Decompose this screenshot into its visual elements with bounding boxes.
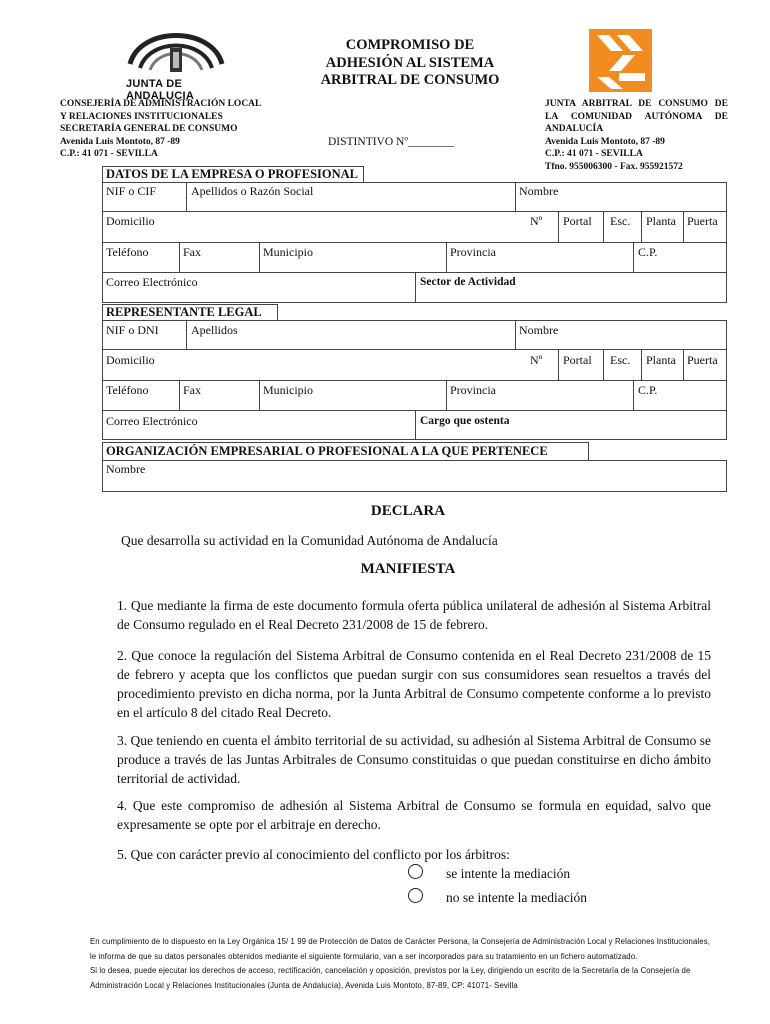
empresa-portal-field[interactable]: Portal (563, 214, 592, 228)
title-line-3: ARBITRAL DE CONSUMO (320, 72, 500, 88)
representante-provincia-field[interactable]: Provincia (450, 383, 496, 397)
mediacion-si-label: se intente la mediación (446, 866, 571, 881)
footer-line-3: Si lo desea, puede ejecutar los derechos de acceso, rectificación, cancelación y oposición, previstos por la Ley, dirigiendo un escrito de la Secretaría de la Consejería de (90, 966, 691, 975)
representante-esc-field[interactable]: Esc. (610, 353, 631, 367)
empresa-puerta-field[interactable]: Puerta (687, 214, 718, 228)
manifiesta-point-4: 4. Que este compromiso de adhesión al Sistema Arbitral de Consumo se formula en equidad, salvo que expresamente se opte por el arbitraje en derecho. (117, 798, 711, 832)
mediacion-no-radio[interactable] (408, 888, 423, 903)
representante-telefono-field[interactable]: Teléfono (106, 383, 149, 397)
consejeria-line-1: CONSEJERÍA DE ADMINISTRACIÓN LOCAL (60, 99, 262, 109)
title-line-1: COMPROMISO DE (345, 37, 475, 53)
organizacion-table (102, 460, 727, 492)
empresa-nombre-field[interactable]: Nombre (519, 184, 559, 198)
empresa-numero-field[interactable]: Nº (530, 214, 543, 228)
organizacion-section-title: ORGANIZACIÓN EMPRESARIAL O PROFESIONAL A LA QUE PERTENECE (106, 444, 548, 458)
declara-text: Que desarrolla su actividad en la Comunidad Autónoma de Andalucía (121, 533, 498, 548)
manifiesta-point-3: 3. Que teniendo en cuenta el ámbito territorial de su actividad, su adhesión al Sistema Arbitral de Consumo se produce a través de las Juntas Arbitrales de Consumo constituidas o que puedan constituirse en dicho ámbito territorial de actividad. (117, 733, 711, 786)
junta-arbitral-line-6: Tfno. 955006300 - Fax. 955921572 (545, 161, 683, 172)
declara-heading: DECLARA (370, 503, 446, 519)
mediacion-no-label: no se intente la mediación (446, 890, 587, 905)
mediacion-si-radio[interactable] (408, 864, 423, 879)
junta-arbitral-address (545, 98, 728, 173)
empresa-planta-field[interactable]: Planta (646, 214, 676, 228)
empresa-nif-field[interactable]: NIF o CIF (106, 184, 157, 198)
representante-section-title: REPRESENTANTE LEGAL (106, 305, 262, 319)
organizacion-nombre-field[interactable]: Nombre (106, 462, 146, 476)
junta-arbitral-line-2: LA COMUNIDAD AUTÓNOMA DE (545, 111, 728, 122)
footer-line-2: le informa de que su datos personales obtenidos mediante el siguiente formulario, van a ser incorporados para su tratamiento en un fichero automatizado. (90, 952, 638, 961)
title-line-2: ADHESIÓN AL SISTEMA (325, 54, 495, 71)
distintivo-field[interactable]: DISTINTIVO Nº________ (328, 136, 454, 148)
representante-domicilio-field[interactable]: Domicilio (106, 353, 155, 367)
consumo-logo (589, 29, 652, 92)
empresa-apellidos-field[interactable]: Apellidos o Razón Social (191, 184, 314, 198)
footer-line-1: En cumplimiento de lo dispuesto en la Ley Orgánica 15/ 1 99 de Protección de Datos de Carácter Persona, la Consejería de Administración Local y Relaciones Institucionales, (90, 937, 710, 946)
empresa-sector-field[interactable]: Sector de Actividad (420, 276, 516, 288)
representante-portal-field[interactable]: Portal (563, 353, 592, 367)
representante-numero-field[interactable]: Nº (530, 353, 543, 367)
consejeria-line-2: Y RELACIONES INSTITUCIONALES (60, 111, 223, 122)
empresa-correo-field[interactable]: Correo Electrónico (106, 275, 198, 289)
junta-de-andalucia-logo (120, 18, 232, 102)
representante-municipio-field[interactable]: Municipio (263, 383, 313, 397)
junta-arch-emblem (120, 18, 232, 80)
empresa-municipio-field[interactable]: Municipio (263, 245, 313, 259)
consejeria-line-5: C.P.: 41 071 - SEVILLA (60, 149, 158, 159)
representante-apellidos-field[interactable]: Apellidos (191, 323, 238, 337)
empresa-provincia-field[interactable]: Provincia (450, 245, 496, 259)
representante-correo-field[interactable]: Correo Electrónico (106, 414, 198, 428)
junta-arbitral-line-3: ANDALUCÍA (545, 124, 604, 134)
representante-cargo-field[interactable]: Cargo que ostenta (420, 415, 510, 427)
document-title (300, 37, 520, 90)
representante-fax-field[interactable]: Fax (183, 383, 201, 397)
manifiesta-point-2: 2. Que conoce la regulación del Sistema Arbitral de Consumo contenida en el Real Decreto 231/2008 de 15 de febrero y acepta que los conflictos que puedan surgir con sus consumidores sean resueltos a través del procedimiento previsto en dicha norma, por la Junta Arbitral de Consumo competente conforme a lo previsto en el artículo 8 del citado Real Decreto. (117, 648, 711, 720)
footer-line-4: Administración Local y Relaciones Institucionales (Junta de Andalucía), Avenida Luis Montoto, 87-89, CP: 41071- Sevilla (90, 981, 518, 990)
empresa-telefono-field[interactable]: Teléfono (106, 245, 149, 259)
manifiesta-point-1: 1. Que mediante la firma de este documento formula oferta pública unilateral de adhesión al Sistema Arbitral de Consumo regulado en el Real Decreto 231/2008 de 15 de febrero. (117, 598, 711, 632)
consejeria-line-3: SECRETARÍA GENERAL DE CONSUMO (60, 124, 238, 134)
empresa-esc-field[interactable]: Esc. (610, 214, 631, 228)
junta-logo-text: JUNTA DE ANDALUCIA (126, 78, 195, 102)
consejeria-address (60, 98, 261, 161)
representante-cp-field[interactable]: C.P. (638, 383, 658, 397)
empresa-fax-field[interactable]: Fax (183, 245, 201, 259)
representante-nombre-field[interactable]: Nombre (519, 323, 559, 337)
manifiesta-heading: MANIFIESTA (360, 561, 456, 577)
empresa-section-title: DATOS DE LA EMPRESA O PROFESIONAL (106, 167, 359, 181)
junta-arbitral-line-4: Avenida Luis Montoto, 87 -89 (545, 136, 665, 147)
junta-arbitral-line-1: JUNTA ARBITRAL DE CONSUMO DE (545, 99, 728, 109)
representante-nif-field[interactable]: NIF o DNI (106, 323, 159, 337)
representante-planta-field[interactable]: Planta (646, 353, 676, 367)
representante-puerta-field[interactable]: Puerta (687, 353, 718, 367)
consejeria-line-4: Avenida Luis Montoto, 87 -89 (60, 136, 180, 147)
empresa-cp-field[interactable]: C.P. (638, 245, 658, 259)
manifiesta-point-5: 5. Que con carácter previo al conocimiento del conflicto por los árbitros: (117, 847, 510, 862)
empresa-domicilio-field[interactable]: Domicilio (106, 214, 155, 228)
junta-arbitral-line-5: C.P.: 41 071 - SEVILLA (545, 149, 643, 159)
